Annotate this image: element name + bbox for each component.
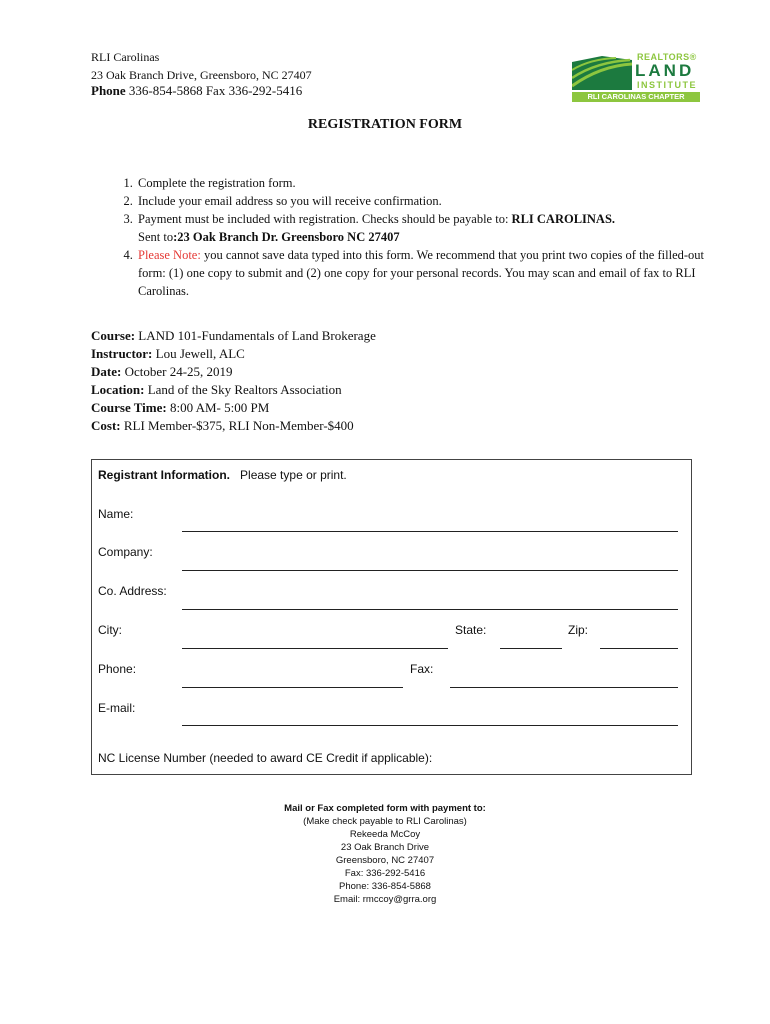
- location-label: Location:: [91, 382, 145, 397]
- company-label: Company:: [98, 545, 153, 559]
- zip-field[interactable]: [600, 648, 678, 649]
- instruction-text: Complete the registration form.: [138, 176, 296, 190]
- instructor-row: [91, 345, 376, 363]
- time-row: [91, 399, 376, 417]
- phone-field[interactable]: [182, 687, 403, 688]
- company-field[interactable]: [182, 570, 678, 571]
- city-field[interactable]: [182, 648, 448, 649]
- zip-label: Zip:: [568, 623, 589, 637]
- phone-label: Phone: [91, 83, 126, 98]
- state-label: State:: [455, 623, 487, 637]
- logo-realtors: REALTORS®: [637, 52, 697, 62]
- name-label: Name:: [98, 507, 134, 521]
- cost-value: RLI Member-$375, RLI Non-Member-$400: [123, 418, 354, 433]
- mail-email: Email: rmccoy@grra.org: [333, 894, 437, 905]
- state-field[interactable]: [500, 648, 562, 649]
- land-field-icon: [572, 56, 632, 90]
- mail-city: Greensboro, NC 27407: [335, 855, 435, 866]
- form-title-instruction: Please type or print.: [240, 468, 347, 482]
- date-value: October 24-25, 2019: [124, 364, 233, 379]
- org-contact: [91, 83, 302, 99]
- cost-label: Cost:: [91, 418, 121, 433]
- org-address: 23 Oak Branch Drive, Greensboro, NC 27407: [91, 68, 312, 82]
- instructor-label: Instructor:: [91, 346, 153, 361]
- instruction-item: [136, 192, 726, 210]
- time-value: 8:00 AM- 5:00 PM: [169, 400, 270, 415]
- mail-fax: Fax: 336-292-5416: [344, 868, 426, 879]
- form-title: [98, 468, 347, 482]
- course-label: Course:: [91, 328, 136, 343]
- date-row: [91, 363, 376, 381]
- co-address-label: Co. Address:: [98, 584, 167, 598]
- instruction-item: [136, 210, 726, 246]
- mail-heading: Mail or Fax completed form with payment to:: [284, 803, 486, 814]
- name-field[interactable]: [182, 531, 678, 532]
- sent-to-address: :23 Oak Branch Dr. Greensboro NC 27407: [173, 230, 400, 244]
- instruction-text: you cannot save data typed into this form. We recommend that you print two copies of the filled-out form: (1) one copy to submit and (2) one copy for your personal records. You may scan and email of fax to RLI Carolinas.: [138, 248, 704, 298]
- page-title: REGISTRATION FORM: [307, 117, 463, 132]
- email-label: E-mail:: [98, 701, 136, 715]
- payee-name: RLI CAROLINAS.: [511, 212, 616, 226]
- course-value: LAND 101-Fundamentals of Land Brokerage: [138, 328, 376, 343]
- mail-street: 23 Oak Branch Drive: [340, 842, 430, 853]
- course-row: [91, 327, 376, 345]
- instructions-list: [92, 174, 726, 300]
- course-details: [91, 327, 376, 435]
- please-note-label: Please Note:: [138, 248, 201, 262]
- instruction-item: [136, 174, 726, 192]
- phone-fax-numbers: 336-854-5868 Fax 336-292-5416: [128, 83, 303, 98]
- co-address-field[interactable]: [182, 609, 678, 610]
- email-field[interactable]: [182, 725, 678, 726]
- mail-recipient: Rekeeda McCoy: [349, 829, 421, 840]
- logo-land: LAND: [635, 61, 695, 80]
- location-value: Land of the Sky Realtors Association: [147, 382, 342, 397]
- date-label: Date:: [91, 364, 122, 379]
- instruction-item: [136, 246, 726, 300]
- instructor-value: Lou Jewell, ALC: [155, 346, 245, 361]
- rli-land-logo: [572, 52, 702, 102]
- form-title-bold: Registrant Information.: [98, 468, 231, 482]
- mail-phone: Phone: 336-854-5868: [339, 881, 431, 892]
- logo-chapter-bar: RLI CAROLINAS CHAPTER: [572, 92, 700, 102]
- location-row: [91, 381, 376, 399]
- org-name: RLI Carolinas: [91, 50, 160, 64]
- time-label: Course Time:: [91, 400, 167, 415]
- phone-label-form: Phone:: [98, 662, 137, 676]
- fax-field[interactable]: [450, 687, 678, 688]
- city-label: City:: [98, 623, 122, 637]
- cost-row: [91, 417, 376, 435]
- instruction-text: Include your email address so you will receive confirmation.: [138, 194, 442, 208]
- license-label: NC License Number (needed to award CE Credit if applicable):: [98, 751, 433, 765]
- registrant-form-box: [91, 459, 692, 775]
- sent-to-label: Sent to: [138, 230, 174, 244]
- mail-payable: (Make check payable to RLI Carolinas): [303, 816, 467, 827]
- fax-label: Fax:: [410, 662, 434, 676]
- instruction-text: Payment must be included with registration. Checks should be payable to:: [138, 212, 509, 226]
- logo-institute: INSTITUTE: [637, 80, 697, 90]
- mail-instructions: [0, 802, 770, 906]
